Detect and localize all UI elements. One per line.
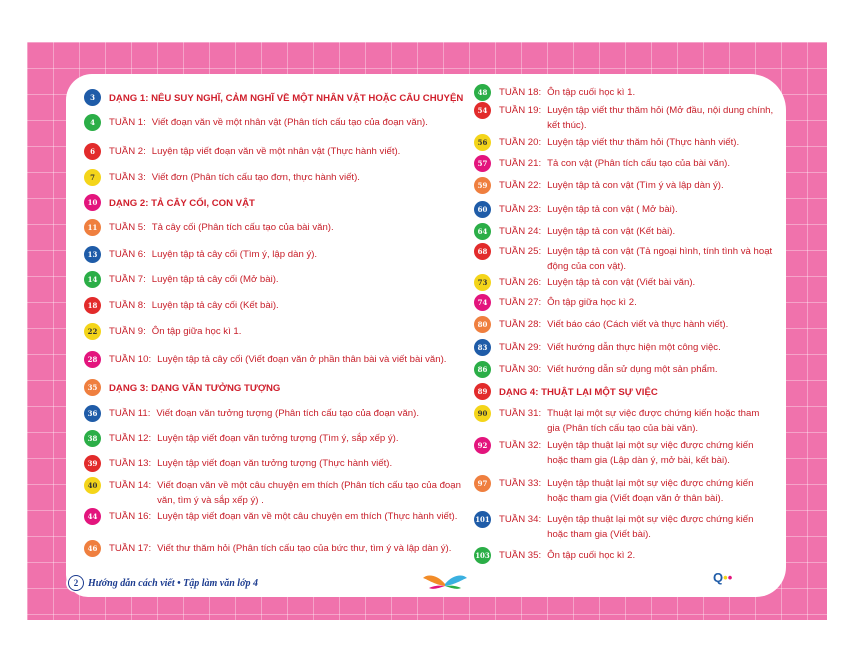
lesson-title: Ôn tập cuối học kì 1. (547, 87, 636, 98)
week-label: TUẦN 1: (109, 117, 146, 128)
page-badge: 48 (474, 84, 491, 101)
page-badge: 57 (474, 155, 491, 172)
page-number: 2 (68, 575, 84, 591)
toc-entry (474, 85, 774, 101)
lesson-title: Ôn tập giữa học kì 2. (547, 297, 637, 308)
lesson-title: Luyện tập tả con vật (Viết bài văn). (547, 277, 696, 288)
section-title: DẠNG 4: THUẬT LẠI MỘT SỰ VIỆC (499, 386, 658, 398)
toc-entry (474, 476, 774, 506)
page-badge: 13 (84, 246, 101, 263)
lesson-title: Luyện tập tả con vật (Tìm ý và lập dàn ý). (547, 180, 724, 191)
page-footer (66, 574, 266, 592)
page-badge: 74 (474, 294, 491, 311)
week-label: TUẦN 3: (109, 172, 146, 183)
week-label: TUẦN 11: (109, 408, 151, 419)
lesson-title: Luyện tập viết thư thăm hỏi (Thực hành viết). (547, 137, 740, 148)
toc-entry (474, 406, 774, 436)
lesson-title: Viết đoạn văn về một câu chuyện em thích (Phân tích cấu tạo của đoạn văn, tìm ý và sắp xếp ý) . (157, 480, 461, 506)
toc-entry (84, 406, 474, 422)
toc-entry (84, 170, 474, 186)
toc-entry (84, 431, 474, 447)
week-label: TUẦN 23: (499, 204, 542, 215)
section-title: DẠNG 2: TẢ CÂY CỐI, CON VẬT (109, 197, 255, 209)
page-badge: 35 (84, 379, 101, 396)
toc-entry (474, 244, 774, 274)
toc-entry (474, 135, 774, 151)
lesson-title: Viết hướng dẫn thực hiện một công việc. (547, 342, 721, 353)
lesson-title: Luyện tập thuật lại một sự việc được chứng kiến hoặc tham gia (Lập dàn ý, mở bài, kết bài). (547, 440, 754, 466)
week-label: TUẦN 30: (499, 364, 542, 375)
publisher-logo: Q•• (713, 570, 733, 585)
section-title: DẠNG 3: DẠNG VĂN TƯỞNG TƯỢNG (109, 382, 281, 394)
lesson-title: Luyện tập thuật lại một sự việc được chứng kiến hoặc tham gia (Viết đoạn văn ở thân bài). (547, 478, 754, 504)
page-badge: 28 (84, 351, 101, 368)
toc-entry (474, 275, 774, 291)
toc-entry (474, 178, 774, 194)
lesson-title: Viết đoạn văn về một nhân vật (Phân tích cấu tạo của đoạn văn). (151, 117, 428, 128)
page-badge: 86 (474, 361, 491, 378)
page-badge: 44 (84, 508, 101, 525)
toc-entry (474, 317, 774, 333)
section-title: DẠNG 1: NÊU SUY NGHĨ, CẢM NGHĨ VỀ MỘT NHÂN VẬT HOẶC CÂU CHUYỆN (109, 92, 464, 104)
lesson-title: Luyện tập viết đoạn văn tưởng tượng (Thực hành viết). (157, 458, 393, 469)
week-label: TUẦN 22: (499, 180, 542, 191)
week-label: TUẦN 33: (499, 478, 542, 489)
page-badge: 80 (474, 316, 491, 333)
toc-entry (474, 224, 774, 240)
week-label: TUẦN 27: (499, 297, 542, 308)
lesson-title: Luyện tập tả cây cối (Viết đoạn văn ở phần thân bài và viết bài văn). (157, 354, 447, 365)
week-label: TUẦN 28: (499, 319, 542, 330)
lesson-title: Luyện tập tả cây cối (Kết bài). (151, 300, 279, 311)
page-badge: 14 (84, 271, 101, 288)
lesson-title: Ôn tập giữa học kì 1. (151, 326, 242, 337)
toc-entry (84, 456, 474, 472)
lesson-title: Luyện tập viết thư thăm hỏi (Mở đầu, nội dung chính, kết thúc). (547, 105, 774, 131)
week-label: TUẦN 10: (109, 354, 152, 365)
week-label: TUẦN 19: (499, 105, 542, 116)
lesson-title: Luyện tập viết đoạn văn về một nhân vật (Thực hành viết). (151, 146, 401, 157)
lesson-title: Ôn tập cuối học kì 2. (547, 550, 636, 561)
toc-entry (474, 340, 774, 356)
page-badge: 40 (84, 477, 101, 494)
lesson-title: Thuật lại một sự việc được chứng kiến hoặc tham gia (Phân tích cấu tạo của bài văn). (547, 408, 760, 434)
toc-entry (474, 438, 774, 468)
page-badge: 38 (84, 430, 101, 447)
toc-entry (84, 509, 474, 525)
lesson-title: Viết đoạn văn tưởng tượng (Phân tích cấu tạo của đoạn văn). (156, 408, 420, 419)
toc-entry (84, 144, 474, 160)
week-label: TUẦN 6: (109, 249, 146, 260)
lesson-title: Luyện tập thuật lại một sự việc được chứng kiến hoặc tham gia (Viết bài). (547, 514, 754, 540)
toc-entry (84, 272, 474, 288)
week-label: TUẦN 32: (499, 440, 542, 451)
page-badge: 11 (84, 219, 101, 236)
page-badge: 101 (474, 511, 491, 528)
page-badge: 83 (474, 339, 491, 356)
lesson-title: Luyện tập tả cây cối (Tìm ý, lập dàn ý). (151, 249, 318, 260)
page-badge: 7 (84, 169, 101, 186)
logo-letter: Q (713, 570, 724, 585)
toc-entry (474, 362, 774, 378)
week-label: TUẦN 34: (499, 514, 542, 525)
lesson-title: Luyện tập tả con vật (Tả ngoại hình, tính tình và hoạt động của con vật). (547, 246, 773, 272)
week-label: TUẦN 17: (109, 543, 152, 554)
week-label: TUẦN 12: (109, 433, 152, 444)
week-label: TUẦN 26: (499, 277, 542, 288)
week-label: TUẦN 31: (499, 408, 542, 419)
week-label: TUẦN 9: (109, 326, 146, 337)
page-badge: 3 (84, 89, 101, 106)
week-label: TUẦN 20: (499, 137, 542, 148)
toc-entry (474, 156, 774, 172)
page-badge: 59 (474, 177, 491, 194)
toc-entry (84, 478, 474, 508)
lesson-title: Viết hướng dẫn sử dụng một sản phẩm. (547, 364, 718, 375)
toc-entry (474, 548, 774, 564)
toc-entry (84, 324, 474, 340)
section-heading (84, 195, 474, 211)
page-badge: 68 (474, 243, 491, 260)
page-badge: 54 (474, 102, 491, 119)
week-label: TUẦN 24: (499, 226, 542, 237)
page-badge: 103 (474, 547, 491, 564)
lesson-title: Luyện tập viết đoạn văn tưởng tượng (Tìm ý, sắp xếp ý). (157, 433, 399, 444)
toc-entry (84, 115, 474, 131)
page-badge: 22 (84, 323, 101, 340)
lesson-title: Viết thư thăm hỏi (Phân tích cấu tạo của bức thư, tìm ý và lập dàn ý). (157, 543, 452, 554)
toc-entry (474, 295, 774, 311)
week-label: TUẦN 25: (499, 246, 542, 257)
lesson-title: Luyện tập tả con vật (Kết bài). (547, 226, 676, 237)
page-badge: 36 (84, 405, 101, 422)
lesson-title: Viết đơn (Phân tích cấu tạo đơn, thực hành viết). (151, 172, 360, 183)
lesson-title: Tả con vật (Phân tích cấu tạo của bài văn). (547, 158, 731, 169)
week-label: TUẦN 35: (499, 550, 542, 561)
lesson-title: Luyện tập tả con vật ( Mở bài). (547, 204, 678, 215)
page-badge: 97 (474, 475, 491, 492)
lesson-title: Luyện tập tả cây cối (Mở bài). (151, 274, 279, 285)
week-label: TUẦN 16: (109, 511, 152, 522)
week-label: TUẦN 18: (499, 87, 542, 98)
book-title: Hướng dẫn cách viết • Tập làm văn lớp 4 (88, 577, 258, 589)
week-label: TUẦN 29: (499, 342, 542, 353)
lesson-title: Viết báo cáo (Cách viết và thực hành viết). (547, 319, 729, 330)
page-badge: 60 (474, 201, 491, 218)
section-heading (474, 384, 774, 400)
wings-decoration-icon (421, 572, 469, 592)
page-badge: 18 (84, 297, 101, 314)
lesson-title: Luyện tập viết đoạn văn về một câu chuyện em thích (Thực hành viết). (157, 511, 458, 522)
week-label: TUẦN 7: (109, 274, 146, 285)
toc-entry (84, 541, 474, 557)
toc-entry (84, 220, 474, 236)
week-label: TUẦN 5: (109, 222, 146, 233)
week-label: TUẦN 14: (109, 480, 152, 491)
toc-entry (84, 298, 474, 314)
page-badge: 89 (474, 383, 491, 400)
page-badge: 4 (84, 114, 101, 131)
week-label: TUẦN 8: (109, 300, 146, 311)
week-label: TUẦN 13: (109, 458, 152, 469)
section-heading (84, 90, 474, 106)
section-heading (84, 380, 474, 396)
page-badge: 64 (474, 223, 491, 240)
toc-entry (474, 202, 774, 218)
week-label: TUẦN 2: (109, 146, 146, 157)
page-badge: 90 (474, 405, 491, 422)
page-badge: 73 (474, 274, 491, 291)
week-label: TUẦN 21: (499, 158, 542, 169)
toc-entry (474, 103, 774, 133)
page-badge: 46 (84, 540, 101, 557)
toc-entry (474, 512, 774, 542)
page-badge: 56 (474, 134, 491, 151)
page-badge: 39 (84, 455, 101, 472)
page-badge: 10 (84, 194, 101, 211)
toc-entry (84, 352, 474, 368)
footer-label (66, 574, 266, 592)
toc-entry (84, 247, 474, 263)
page-badge: 6 (84, 143, 101, 160)
lesson-title: Tả cây cối (Phân tích cấu tạo của bài văn). (151, 222, 334, 233)
page-badge: 92 (474, 437, 491, 454)
